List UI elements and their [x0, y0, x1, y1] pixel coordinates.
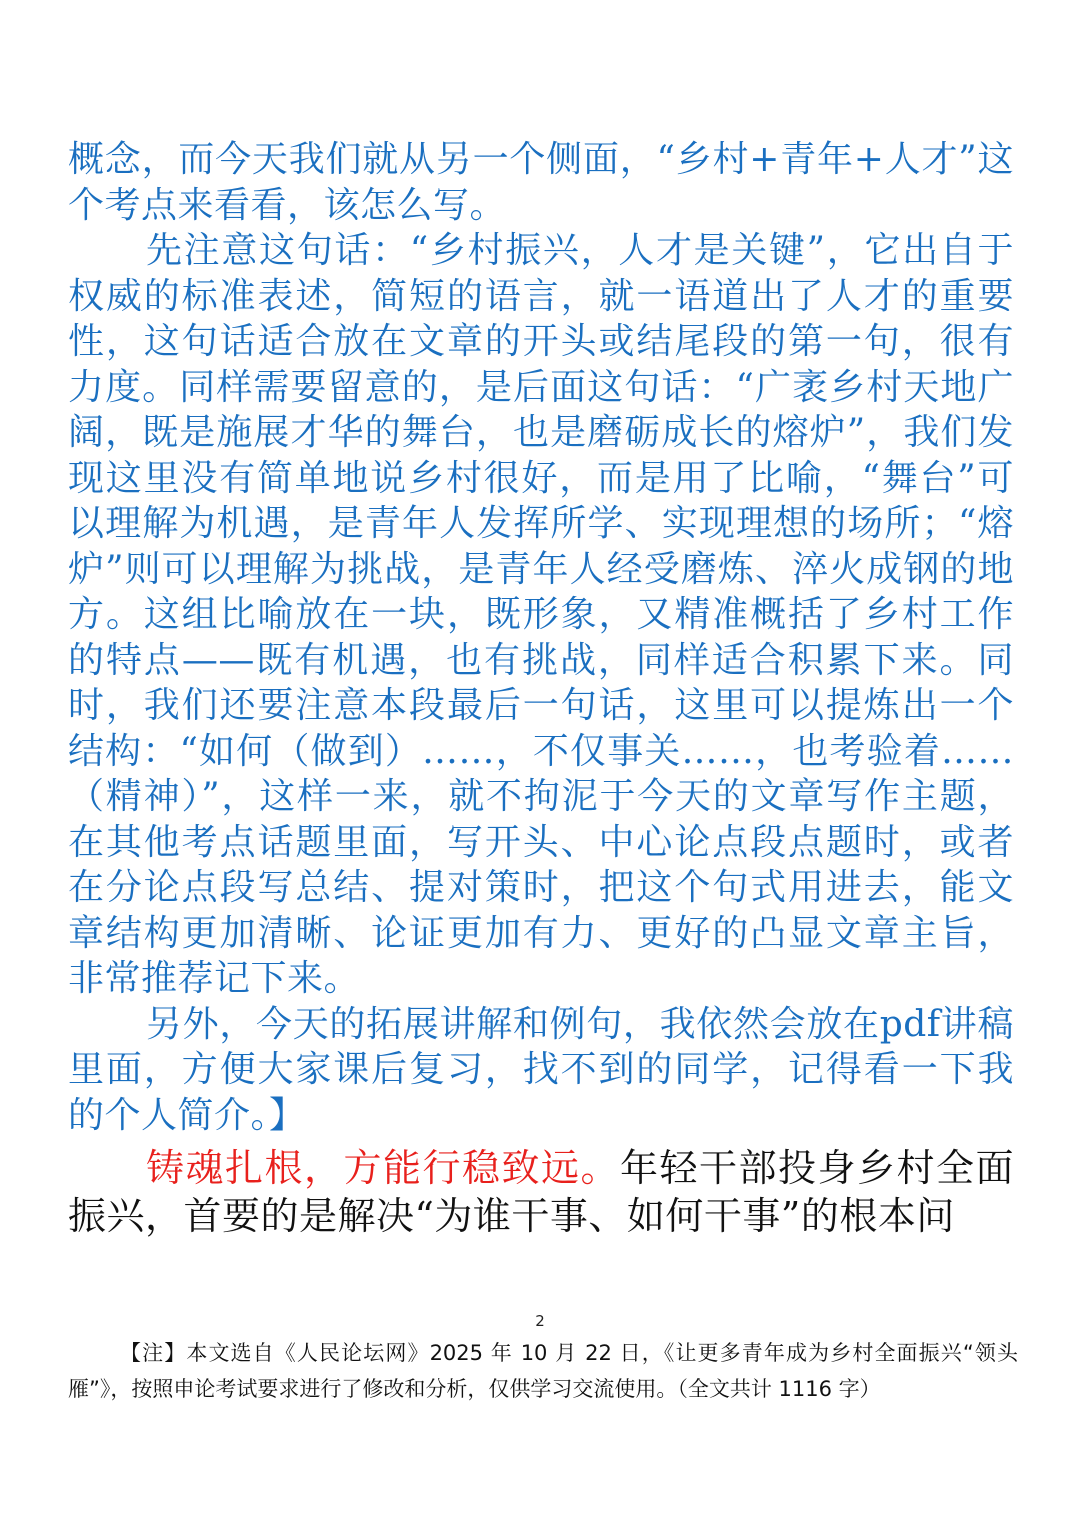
main-article-paragraph [68, 1144, 1014, 1240]
main-article-text: 年轻干部投身乡村全面振兴，首要的是解决“为谁干事、如何干事”的根本问 [68, 1146, 1014, 1238]
commentary-paragraph-3: 另外，今天的拓展讲解和例句，我依然会放在pdf讲稿里面，方便大家课后复习，找不到的同学，记得看一下我的个人简介。】 [68, 1003, 1014, 1136]
article-body [68, 137, 1014, 1240]
footnote: 【注】本文选自《人民论坛网》2025 年 10 月 22 日，《让更多青年成为乡村全面振兴“领头雁”》，按照申论考试要求进行了修改和分析，仅供学习交流使用。（全文共计 1116 字） [68, 1341, 1018, 1401]
section-heading: 铸魂扎根，方能行稳致远。 [146, 1146, 620, 1190]
commentary-paragraph-2: 先注意这句话：“乡村振兴，人才是关键”，它出自于权威的标准表述，简短的语言，就一语道出了人才的重要性，这句话适合放在文章的开头或结尾段的第一句，很有力度。同样需要留意的，是后面这句话：“广袤乡村天地广阔，既是施展才华的舞台，也是磨砺成长的熔炉”，我们发现这里没有简单地说乡村很好，而是用了比喻，“舞台”可以理解为机遇，是青年人发挥所学、实现理想的场所；“熔炉”则可以理解为挑战，是青年人经受磨炼、淬火成钢的地方。这组比喻放在一块，既形象，又精准概括了乡村工作的特点——既有机遇，也有挑战，同样适合积累下来。同时，我们还要注意本段最后一句话，这里可以提炼出一个结构：“如何（做到）……，不仅事关……，也考验着……（精神）”，这样一来，就不拘泥于今天的文章写作主题，在其他考点话题里面，写开头、中心论点段点题时，或者在分论点段写总结、提对策时，把这个句式用进去，能文章结构更加清晰、论证更加有力、更好的凸显文章主旨，非常推荐记下来。 [68, 230, 1014, 999]
page-number: 2 [535, 1312, 545, 1330]
commentary-paragraph-1: 概念，而今天我们就从另一个侧面，“乡村+青年+人才”这个考点来看看，该怎么写。 [68, 139, 1014, 226]
